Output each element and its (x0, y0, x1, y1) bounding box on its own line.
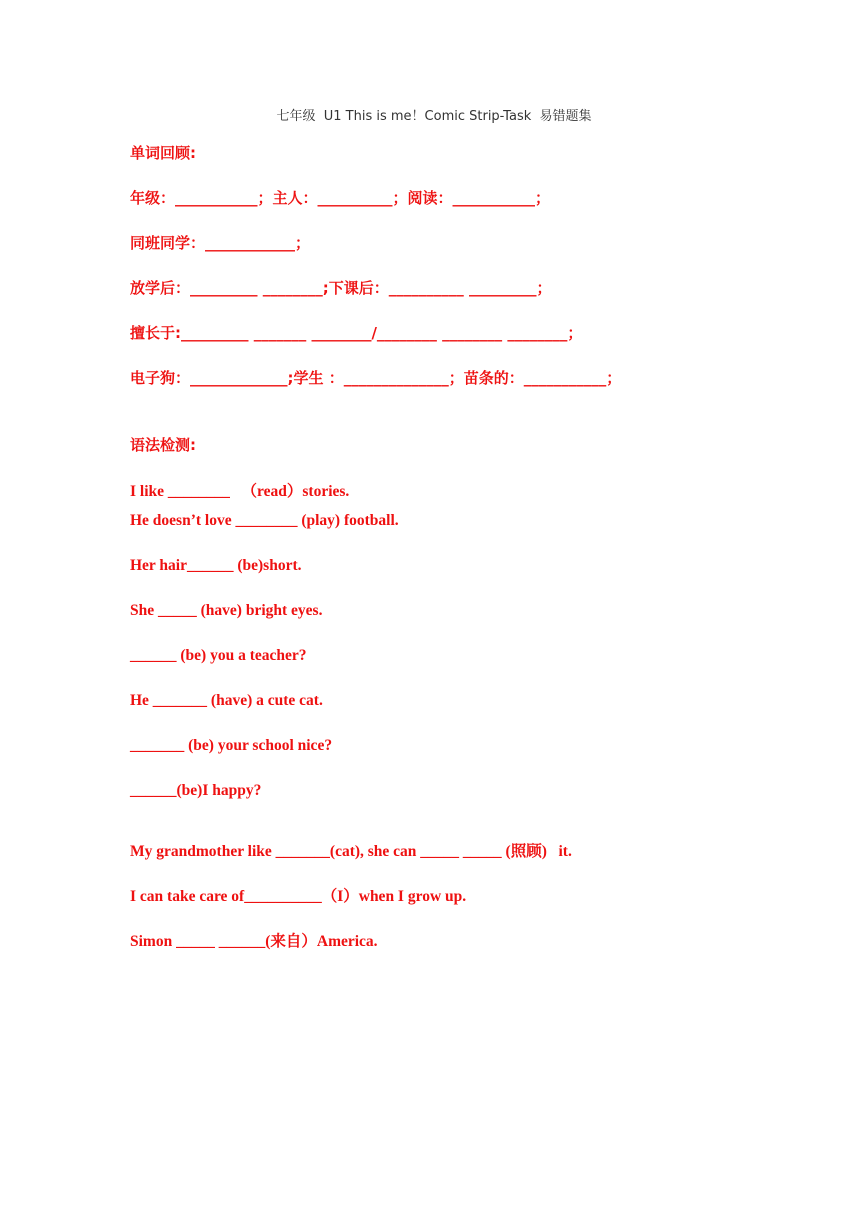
grammar-question: ______ (be) you a teacher? (130, 647, 307, 664)
grammar-question: I like ________ （read）stories. (130, 483, 350, 500)
grammar-question: _______ (be) your school nice? (130, 737, 333, 754)
grammar-question: Simon _____ ______(来自）America. (130, 933, 378, 950)
grammar-question: He doesn’t love ________ (play) football. (130, 512, 399, 529)
vocab-line: 同班同学：____________； (130, 234, 311, 252)
grammar-question: I can take care of__________（I）when I grow up. (130, 888, 467, 905)
grammar-question: She _____ (have) bright eyes. (130, 602, 323, 619)
grammar-heading: 语法检测: (130, 436, 196, 454)
vocab-heading: 单词回顾: (130, 144, 196, 162)
vocab-line: 放学后：_________ ________;下课后：__________ _________； (130, 279, 552, 297)
grammar-question: He _______ (have) a cute cat. (130, 692, 323, 709)
vocab-line: 电子狗：_____________;学生 ：______________；苗条的：___________； (130, 369, 622, 387)
grammar-question: Her hair______ (be)short. (130, 557, 302, 574)
vocab-line: 擅长于:_________ _______ ________/________ ________ ________； (130, 324, 583, 342)
vocab-line: 年级：___________；主人：__________；阅读：___________； (130, 189, 551, 207)
grammar-question: ______(be)I happy? (130, 782, 262, 799)
page-title: 七年级 U1 This is me！Comic Strip-Task 易错题集 (276, 109, 592, 124)
grammar-question: My grandmother like _______(cat), she can _____ _____ (照顾) it. (130, 843, 572, 860)
